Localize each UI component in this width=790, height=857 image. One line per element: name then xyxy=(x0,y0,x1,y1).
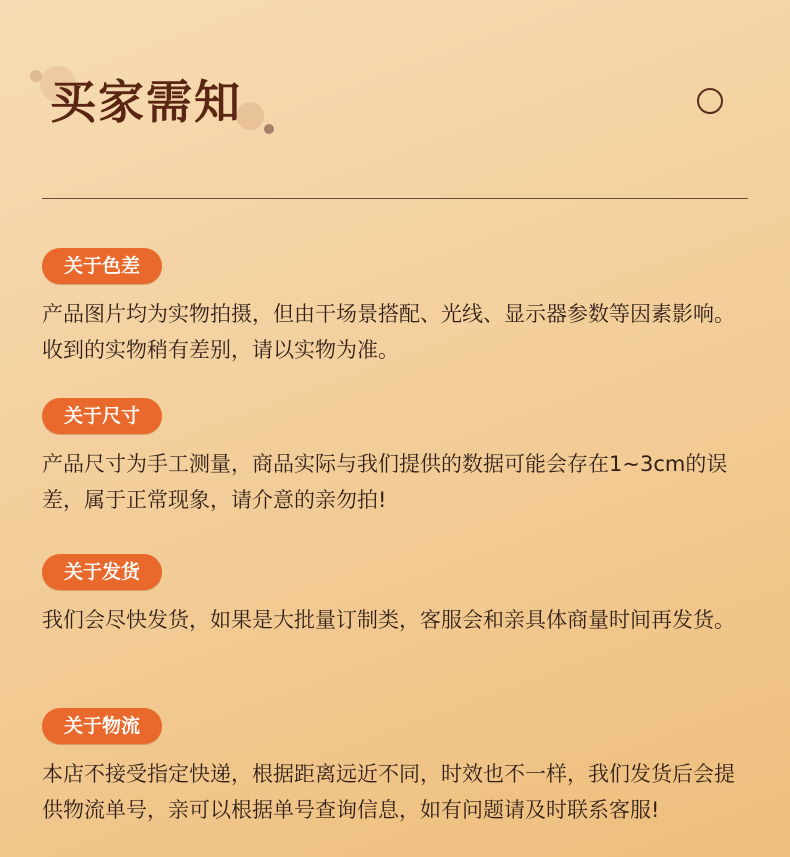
decorative-dot xyxy=(264,124,274,134)
header xyxy=(0,0,790,200)
section-text: 我们会尽快发货，如果是大批量订制类，客服会和亲具体商量时间再发货。 xyxy=(42,608,735,632)
section-text: 产品图片均为实物拍摄，但由干场景搭配、光线、显示器参数等因素影响。收到的实物稍有差别，请以实物为准。 xyxy=(42,302,735,362)
section-color-difference xyxy=(42,248,762,368)
section-shipping xyxy=(42,554,762,638)
section-logistics xyxy=(42,708,762,828)
section-text: 本店不接受指定快递，根据距离远近不同，时效也不一样，我们发货后会提供物流单号，亲可以根据单号查询信息，如有问题请及时联系客服! xyxy=(42,762,735,822)
page-title: 买家需知 xyxy=(50,75,242,129)
circle-icon xyxy=(697,88,723,114)
section-badge: 关于色差 xyxy=(42,248,162,284)
section-badge: 关于物流 xyxy=(42,708,162,744)
section-badge: 关于尺寸 xyxy=(42,398,162,434)
section-size xyxy=(42,398,762,518)
section-text: 产品尺寸为手工测量，商品实际与我们提供的数据可能会存在1~3cm的误差，属于正常现象，请介意的亲勿拍! xyxy=(42,452,728,512)
divider xyxy=(42,198,748,199)
section-badge: 关于发货 xyxy=(42,554,162,590)
